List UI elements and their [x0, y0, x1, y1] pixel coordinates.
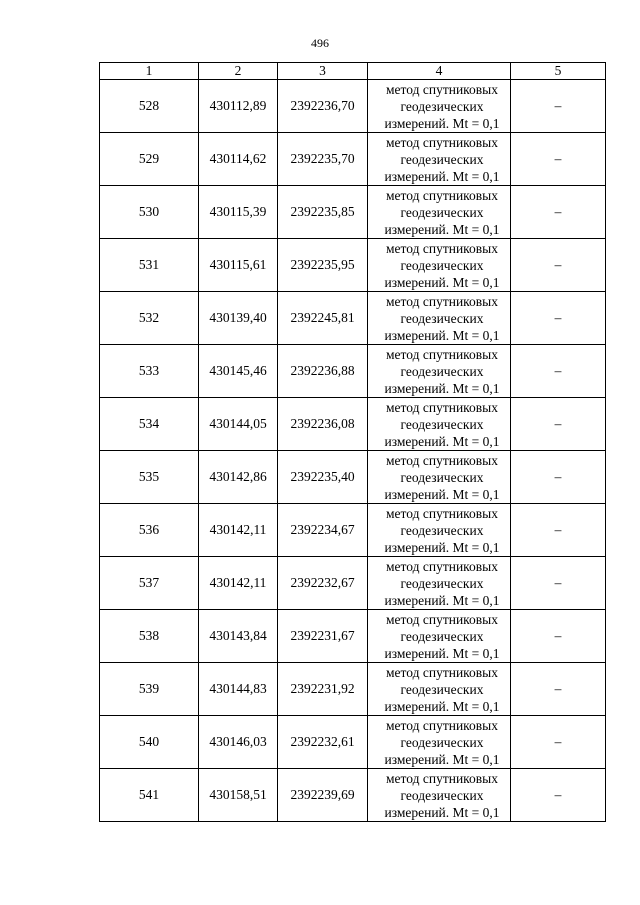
- method-cell: [368, 239, 511, 292]
- x-coordinate-cell: 430143,84: [199, 610, 278, 663]
- description-cell: –: [511, 610, 606, 663]
- description-cell: –: [511, 186, 606, 239]
- table-row: [100, 663, 606, 716]
- method-line: измерений. Mt = 0,1: [384, 645, 500, 661]
- method-line: метод спутниковых: [386, 664, 498, 680]
- method-line: геодезических: [400, 522, 484, 538]
- point-number-cell: 533: [100, 345, 199, 398]
- method-cell: [368, 769, 511, 822]
- method-line: геодезических: [400, 469, 484, 485]
- y-coordinate-cell: 2392232,61: [278, 716, 368, 769]
- method-cell: [368, 133, 511, 186]
- y-coordinate-cell: 2392234,67: [278, 504, 368, 557]
- point-number-cell: 532: [100, 292, 199, 345]
- method-line: измерений. Mt = 0,1: [384, 115, 500, 131]
- method-cell: [368, 663, 511, 716]
- point-number-cell: 536: [100, 504, 199, 557]
- column-header: 2: [199, 63, 278, 80]
- method-line: метод спутниковых: [386, 240, 498, 256]
- method-line: геодезических: [400, 787, 484, 803]
- method-line: геодезических: [400, 681, 484, 697]
- y-coordinate-cell: 2392245,81: [278, 292, 368, 345]
- description-cell: –: [511, 398, 606, 451]
- method-cell: [368, 716, 511, 769]
- table-row: [100, 610, 606, 663]
- method-line: геодезических: [400, 204, 484, 220]
- method-line: метод спутниковых: [386, 505, 498, 521]
- table-row: [100, 239, 606, 292]
- point-number-cell: 531: [100, 239, 199, 292]
- method-line: измерений. Mt = 0,1: [384, 274, 500, 290]
- coordinates-table: [99, 62, 606, 822]
- method-cell: [368, 345, 511, 398]
- method-line: метод спутниковых: [386, 717, 498, 733]
- method-cell: [368, 292, 511, 345]
- method-line: метод спутниковых: [386, 770, 498, 786]
- description-cell: –: [511, 239, 606, 292]
- table-row: [100, 716, 606, 769]
- method-line: метод спутниковых: [386, 134, 498, 150]
- table-row: [100, 504, 606, 557]
- description-cell: –: [511, 557, 606, 610]
- description-cell: –: [511, 345, 606, 398]
- description-cell: –: [511, 716, 606, 769]
- table-row: [100, 451, 606, 504]
- method-line: геодезических: [400, 363, 484, 379]
- method-line: геодезических: [400, 628, 484, 644]
- table-row: [100, 557, 606, 610]
- method-cell: [368, 186, 511, 239]
- method-line: геодезических: [400, 734, 484, 750]
- table-header-row: [100, 63, 606, 80]
- table-row: [100, 186, 606, 239]
- x-coordinate-cell: 430142,11: [199, 557, 278, 610]
- table-row: [100, 292, 606, 345]
- table-body: [100, 80, 606, 822]
- method-line: метод спутниковых: [386, 399, 498, 415]
- point-number-cell: 534: [100, 398, 199, 451]
- y-coordinate-cell: 2392236,88: [278, 345, 368, 398]
- point-number-cell: 541: [100, 769, 199, 822]
- table-row: [100, 345, 606, 398]
- column-header: 5: [511, 63, 606, 80]
- y-coordinate-cell: 2392235,95: [278, 239, 368, 292]
- method-cell: [368, 610, 511, 663]
- point-number-cell: 539: [100, 663, 199, 716]
- method-line: измерений. Mt = 0,1: [384, 592, 500, 608]
- method-line: измерений. Mt = 0,1: [384, 221, 500, 237]
- method-line: метод спутниковых: [386, 187, 498, 203]
- y-coordinate-cell: 2392231,92: [278, 663, 368, 716]
- x-coordinate-cell: 430115,39: [199, 186, 278, 239]
- point-number-cell: 528: [100, 80, 199, 133]
- x-coordinate-cell: 430142,11: [199, 504, 278, 557]
- method-line: геодезических: [400, 257, 484, 273]
- description-cell: –: [511, 80, 606, 133]
- y-coordinate-cell: 2392236,08: [278, 398, 368, 451]
- method-line: измерений. Mt = 0,1: [384, 804, 500, 820]
- x-coordinate-cell: 430112,89: [199, 80, 278, 133]
- x-coordinate-cell: 430158,51: [199, 769, 278, 822]
- y-coordinate-cell: 2392235,40: [278, 451, 368, 504]
- method-line: измерений. Mt = 0,1: [384, 380, 500, 396]
- x-coordinate-cell: 430139,40: [199, 292, 278, 345]
- y-coordinate-cell: 2392235,70: [278, 133, 368, 186]
- method-line: метод спутниковых: [386, 452, 498, 468]
- x-coordinate-cell: 430145,46: [199, 345, 278, 398]
- x-coordinate-cell: 430144,05: [199, 398, 278, 451]
- table-row: [100, 769, 606, 822]
- point-number-cell: 529: [100, 133, 199, 186]
- method-line: измерений. Mt = 0,1: [384, 168, 500, 184]
- description-cell: –: [511, 133, 606, 186]
- point-number-cell: 540: [100, 716, 199, 769]
- method-line: метод спутниковых: [386, 558, 498, 574]
- table-row: [100, 398, 606, 451]
- method-line: измерений. Mt = 0,1: [384, 698, 500, 714]
- y-coordinate-cell: 2392239,69: [278, 769, 368, 822]
- point-number-cell: 535: [100, 451, 199, 504]
- method-line: измерений. Mt = 0,1: [384, 486, 500, 502]
- x-coordinate-cell: 430144,83: [199, 663, 278, 716]
- method-line: геодезических: [400, 575, 484, 591]
- method-line: геодезических: [400, 416, 484, 432]
- method-line: измерений. Mt = 0,1: [384, 433, 500, 449]
- description-cell: –: [511, 663, 606, 716]
- column-header: 3: [278, 63, 368, 80]
- table-row: [100, 133, 606, 186]
- point-number-cell: 530: [100, 186, 199, 239]
- method-line: измерений. Mt = 0,1: [384, 751, 500, 767]
- method-line: геодезических: [400, 310, 484, 326]
- method-cell: [368, 398, 511, 451]
- point-number-cell: 538: [100, 610, 199, 663]
- y-coordinate-cell: 2392236,70: [278, 80, 368, 133]
- y-coordinate-cell: 2392235,85: [278, 186, 368, 239]
- method-cell: [368, 504, 511, 557]
- column-header: 4: [368, 63, 511, 80]
- point-number-cell: 537: [100, 557, 199, 610]
- method-line: метод спутниковых: [386, 611, 498, 627]
- method-line: измерений. Mt = 0,1: [384, 327, 500, 343]
- method-line: геодезических: [400, 98, 484, 114]
- page-number: 496: [311, 36, 329, 50]
- description-cell: –: [511, 451, 606, 504]
- description-cell: –: [511, 769, 606, 822]
- method-cell: [368, 451, 511, 504]
- x-coordinate-cell: 430146,03: [199, 716, 278, 769]
- method-line: метод спутниковых: [386, 346, 498, 362]
- x-coordinate-cell: 430142,86: [199, 451, 278, 504]
- x-coordinate-cell: 430115,61: [199, 239, 278, 292]
- method-line: геодезических: [400, 151, 484, 167]
- x-coordinate-cell: 430114,62: [199, 133, 278, 186]
- description-cell: –: [511, 292, 606, 345]
- y-coordinate-cell: 2392231,67: [278, 610, 368, 663]
- method-cell: [368, 557, 511, 610]
- method-line: метод спутниковых: [386, 81, 498, 97]
- method-line: метод спутниковых: [386, 293, 498, 309]
- y-coordinate-cell: 2392232,67: [278, 557, 368, 610]
- method-cell: [368, 80, 511, 133]
- table-row: [100, 80, 606, 133]
- method-line: измерений. Mt = 0,1: [384, 539, 500, 555]
- column-header: 1: [100, 63, 199, 80]
- description-cell: –: [511, 504, 606, 557]
